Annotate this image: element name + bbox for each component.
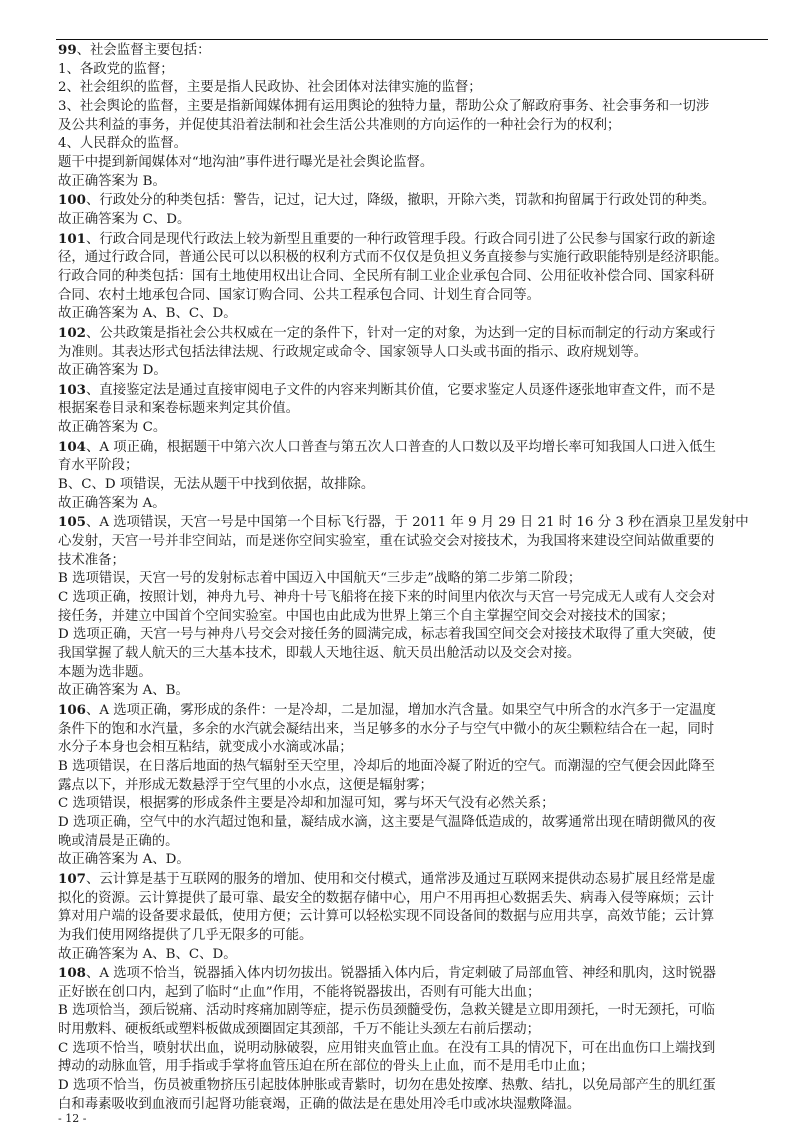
text-line <box>58 927 770 946</box>
line-text: B、C、D 项错误，无法从题干中找到依据，故排除。 <box>58 477 375 493</box>
line-text: 、社会监督主要包括： <box>76 43 211 58</box>
question-number: 99 <box>58 42 77 58</box>
text-line <box>58 344 770 363</box>
text-line <box>58 890 770 909</box>
text-line <box>58 400 770 419</box>
question-line <box>58 230 770 250</box>
text-line <box>58 154 770 173</box>
line-text: 、行政处分的种类包括：警告，记过，记大过，降级，撤职，开除六类，罚款和拘留属于行政处罚的种类。 <box>85 193 716 209</box>
line-text: 我国掌握了载人航天的三大基本技术，即载人天地往返、航天员出舱活动以及交会对接。 <box>58 646 581 661</box>
text-line <box>58 552 770 571</box>
text-line <box>58 721 770 740</box>
text-line <box>58 795 770 814</box>
text-line <box>58 249 770 268</box>
line-text: 搏动的动脉血管，用手指或手掌将血管压迫在所在部位的骨头上止血，而不是用毛巾止血； <box>58 1059 594 1075</box>
question-number: 100 <box>58 192 86 209</box>
question-line <box>58 870 770 890</box>
question-line <box>58 41 770 61</box>
question-line <box>58 964 770 984</box>
line-text: 、云计算是基于互联网的服务的增加、使用和交付模式，通常涉及通过互联网来提供动态易扩展且经常是虚 <box>85 871 716 887</box>
text-line <box>58 645 770 664</box>
line-text: 本题为选非题。 <box>58 664 152 680</box>
line-text: 故正确答案为 A、D。 <box>58 852 190 868</box>
text-line <box>58 814 770 833</box>
line-text: 故正确答案为 D。 <box>58 363 167 379</box>
line-text: 算对用户端的设备要求最低，使用方便；云计算可以轻松实现不同设备间的数据与应用共享，高效节能；云计算 <box>58 909 715 925</box>
line-text: 拟化的资源。云计算提供了最可靠、最安全的数据存储中心，用户不用再担心数据丢失、病毒入侵等麻烦；云计 <box>58 890 715 906</box>
line-text: 2、社会组织的监督，主要是指人民政协、社会团体对法律实施的监督； <box>58 80 482 96</box>
line-text: 、A 选项不恰当，锐器插入体内切勿拔出。锐器插入体内后，肯定刺破了局部血管、神经和肌肉，这时锐器 <box>85 966 716 982</box>
line-text: B 选项错误，在日落后地面的热气辐射至天空里，冷却后的地面冷凝了附近的空气。而潮湿的空气便会因此降至 <box>58 758 715 774</box>
question-number: 103 <box>58 381 86 398</box>
line-text: D 选项不恰当，伤员被重物挤压引起肢体肿胀或青紫时，切勿在患处按摩、热敷、结扎，以免局部产生的肌红蛋 <box>58 1078 716 1094</box>
line-text: 为我们使用网络提供了几乎无限多的可能。 <box>58 927 313 943</box>
line-text: C 选项不恰当，喷射状出血，说明动脉破裂，应用钳夹血管止血。在没有工具的情况下，可在出血伤口上端找到 <box>58 1040 716 1056</box>
document-body <box>58 41 770 1114</box>
line-text: 径，通过行政合同，普通公民可以以积极的权利方式而不仅仅是负担义务直接参与实施行政职能特别是经济职能。 <box>58 250 728 266</box>
question-number: 107 <box>58 870 86 887</box>
text-line <box>58 495 770 514</box>
question-line <box>58 701 770 721</box>
line-text: 时用敷料、硬板纸或塑料板做成颈圈固定其颈部，千万不能让头颈左右前后摆动； <box>58 1022 541 1038</box>
text-line <box>58 362 770 381</box>
line-text: 题干中提到新闻媒体对“地沟油”事件进行曝光是社会舆论监督。 <box>58 154 434 170</box>
line-text: 正好嵌在创口内，起到了临时“止血”作用，不能将锐器拔出，否则有可能大出血； <box>58 984 541 1000</box>
line-text: 露点以下，并形成无数悬浮于空气里的小水点，这便是辐射雾； <box>58 777 433 793</box>
line-text: 、A 选项错误，天宫一号是中国第一个目标飞行器，于 2011 年 9 月 29 日 21 时 16 分 3 秒在酒泉卫星发射中 <box>85 515 749 531</box>
question-line <box>58 438 770 458</box>
line-text: 晚或清晨是正确的。 <box>58 833 179 849</box>
line-text: 合同、农村土地承包合同、国家订购合同、公共工程承包合同、计划生育合同等。 <box>58 287 541 303</box>
page-number: - 12 - <box>58 1112 87 1125</box>
line-text: 条件下的饱和水汽量，多余的水汽就会凝结出来，当足够多的水分子与空气中微小的灰尘颗粒结合在一起，同时 <box>58 721 715 737</box>
question-line <box>58 381 770 401</box>
line-text: 为准则。其表达形式包括法律法规、行政规定或命令、国家领导人口头或书面的指示、政府规划等。 <box>58 344 648 360</box>
line-text: C 选项正确，按照计划，神舟九号、神舟十号飞船将在接下来的时间里内依次与天宫一号完成无人或有人交会对 <box>58 590 716 606</box>
question-number: 102 <box>58 324 86 341</box>
question-line <box>58 324 770 344</box>
line-text: 根据案卷目录和案卷标题来判定其价值。 <box>58 401 300 417</box>
line-text: B 选项错误，天宫一号的发射标志着中国迈入中国航天“三步走”战略的第二步第二阶段； <box>58 571 582 587</box>
text-line <box>58 777 770 796</box>
text-line <box>58 173 770 192</box>
line-text: 、A 项正确，根据题干中第六次人口普查与第五次人口普查的人口数以及平均增长率可知我国人口进入低生 <box>85 439 716 455</box>
line-text: 及公共利益的事务，并促使其沿着法制和社会生活公共准则的方向运作的一种社会行为的权利； <box>58 117 621 133</box>
text-line <box>58 1040 770 1059</box>
line-text: 行政合同的种类包括：国有土地使用权出让合同、全民所有制工业企业承包合同、公用征收补偿合同、国家科研 <box>58 268 715 284</box>
question-line <box>58 191 770 211</box>
text-line <box>58 79 770 98</box>
text-line <box>58 1021 770 1040</box>
line-text: 故正确答案为 A。 <box>58 495 166 511</box>
line-text: 、A 选项正确，雾形成的条件：一是冷却，二是加湿，增加水汽含量。如果空气中所含的水汽多于一定温度 <box>85 702 716 718</box>
line-text: 故正确答案为 C。 <box>58 420 167 436</box>
text-line <box>58 135 770 154</box>
question-number: 105 <box>58 514 86 531</box>
text-line <box>58 984 770 1003</box>
text-line <box>58 1058 770 1077</box>
line-text: 心发射，天宫一号并非空间站，而是迷你空间实验室，重在试验交会对接技术，为我国将来建设空间站做重要的 <box>58 534 715 550</box>
line-text: C 选项错误，根据雾的形成条件主要是冷却和加湿可知，雾与坏天气没有必然关系； <box>58 796 555 812</box>
question-number: 101 <box>58 230 86 247</box>
text-line <box>58 664 770 683</box>
text-line <box>58 1002 770 1021</box>
line-text: 水分子本身也会相互粘结，就变成小水滴或冰晶； <box>58 740 353 756</box>
text-line <box>58 1096 770 1115</box>
line-text: 技术准备； <box>58 552 125 568</box>
line-text: 接任务，并建立中国首个空间实验室。中国也由此成为世界上第三个自主掌握空间交会对接技术的国家； <box>58 608 674 624</box>
text-line <box>58 589 770 608</box>
line-text: B 选项恰当，颈后锐痛、活动时疼痛加剧等症，提示伤员颈髓受伤，急救关键是立即用颈托，一时无颈托，可临 <box>58 1003 715 1019</box>
line-text: 4、人民群众的监督。 <box>58 136 188 152</box>
line-text: 故正确答案为 A、B、C、D。 <box>58 306 237 322</box>
question-number: 108 <box>58 965 86 982</box>
line-text: 故正确答案为 B。 <box>58 173 166 189</box>
text-line <box>58 211 770 230</box>
text-line <box>58 946 770 965</box>
line-text: 1、各政党的监督； <box>58 61 174 77</box>
text-line <box>58 626 770 645</box>
line-text: 育水平阶段； <box>58 458 139 474</box>
text-line <box>58 305 770 324</box>
question-number: 104 <box>58 438 86 455</box>
text-line <box>58 117 770 136</box>
text-line <box>58 851 770 870</box>
text-line <box>58 758 770 777</box>
text-line <box>58 533 770 552</box>
text-line <box>58 457 770 476</box>
text-line <box>58 833 770 852</box>
text-line <box>58 1077 770 1096</box>
line-text: 、行政合同是现代行政法上较为新型且重要的一种行政管理手段。行政合同引进了公民参与国家行政的新途 <box>85 231 716 247</box>
line-text: 、公共政策是指社会公共权威在一定的条件下，针对一定的对象，为达到一定的目标而制定的行动方案或行 <box>85 325 716 341</box>
text-line <box>58 61 770 80</box>
text-line <box>58 682 770 701</box>
header-rule <box>56 39 768 40</box>
question-line <box>58 513 770 533</box>
line-text: 故正确答案为 A、B、C、D。 <box>58 946 237 962</box>
text-line <box>58 287 770 306</box>
question-number: 106 <box>58 701 86 718</box>
text-line <box>58 476 770 495</box>
text-line <box>58 98 770 117</box>
line-text: 、直接鉴定法是通过直接审阅电子文件的内容来判断其价值，它要求鉴定人员逐件逐张地审查文件，而不是 <box>85 382 716 398</box>
line-text: 3、社会舆论的监督，主要是指新闻媒体拥有运用舆论的独特力量，帮助公众了解政府事务、社会事务和一切涉 <box>58 98 710 114</box>
line-text: D 选项正确，空气中的水汽超过饱和量，凝结成水滴，这主要是气温降低造成的，故雾通常出现在晴朗微风的夜 <box>58 814 716 830</box>
text-line <box>58 739 770 758</box>
text-line <box>58 419 770 438</box>
text-line <box>58 908 770 927</box>
text-line <box>58 268 770 287</box>
line-text: D 选项正确，天宫一号与神舟八号交会对接任务的圆满完成，标志着我国空间交会对接技术取得了重大突破，使 <box>58 627 716 643</box>
text-line <box>58 608 770 627</box>
line-text: 故正确答案为 A、B。 <box>58 683 189 699</box>
line-text: 白和毒素吸收到血液而引起肾功能衰竭，正确的做法是在患处用冷毛巾或冰块湿敷降温。 <box>58 1096 581 1112</box>
text-line <box>58 570 770 589</box>
line-text: 故正确答案为 C、D。 <box>58 211 191 227</box>
